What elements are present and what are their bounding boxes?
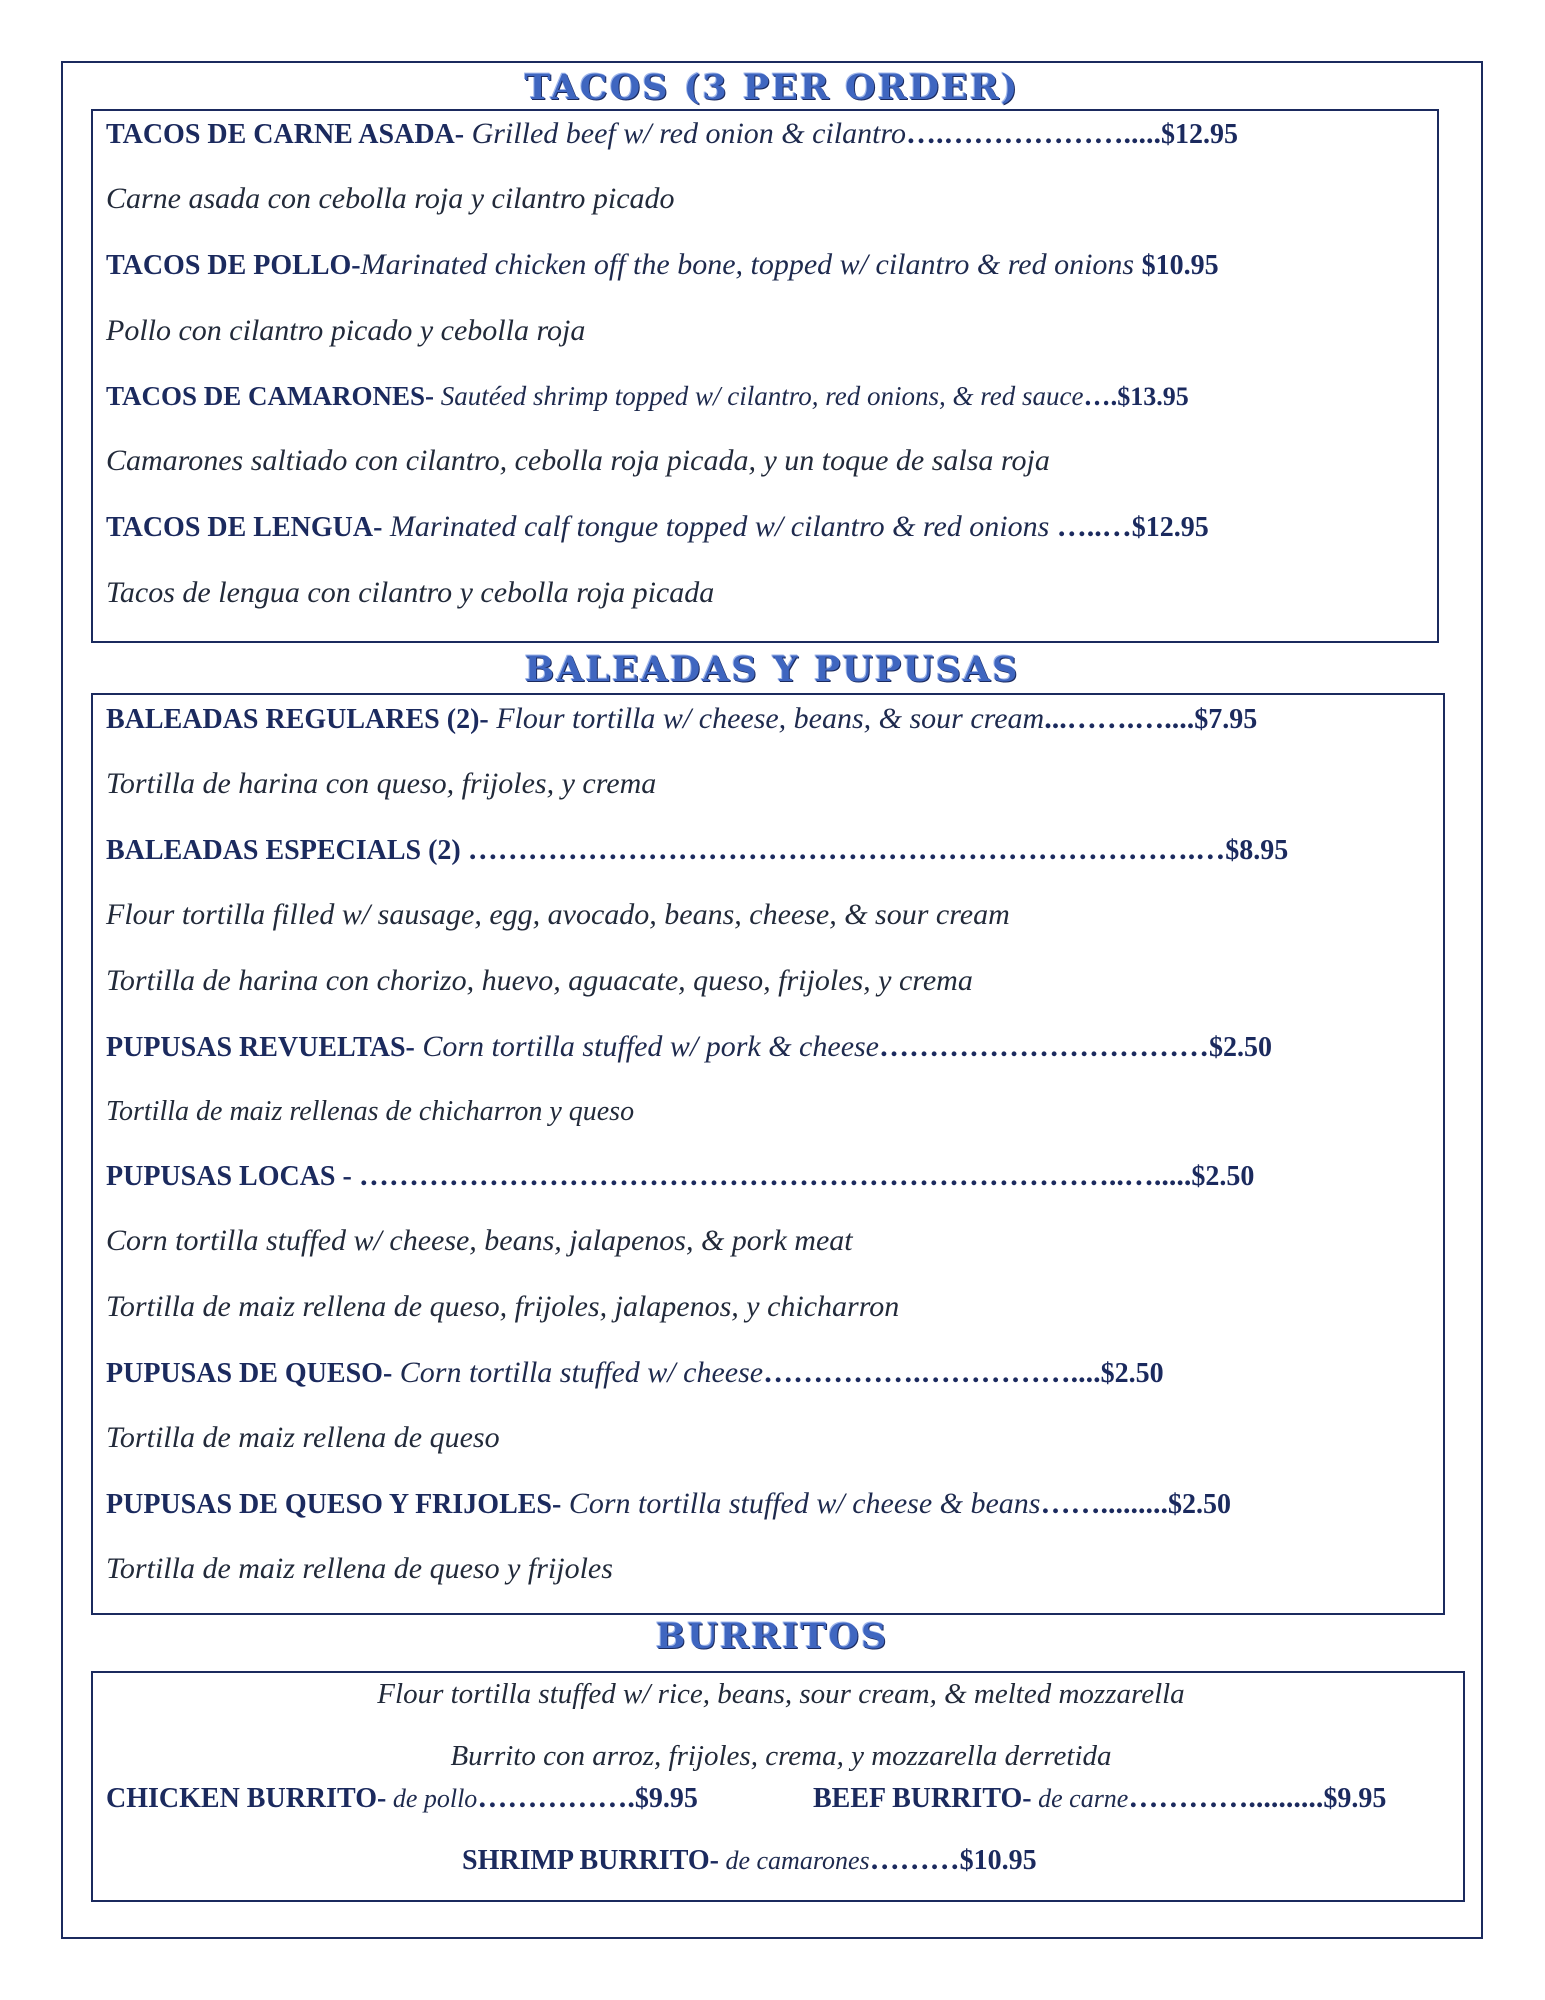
item-description: Grilled beef w/ red onion & cilantro (464, 117, 906, 150)
item-description: Flour tortilla w/ cheese, beans, & sour cream (488, 702, 1045, 735)
item-leader-dots: ….………………..... (906, 117, 1161, 150)
item-price: $10.95 (1141, 250, 1219, 281)
item-description: de pollo (386, 1784, 478, 1813)
item-price: $2.50 (1100, 1358, 1164, 1389)
menu-item-chicken-burrito (106, 1780, 698, 1817)
menu-item-pupusas-queso-frijoles (106, 1486, 1231, 1523)
item-name: TACOS DE POLLO- (106, 250, 361, 281)
burrito-english-description: Flour tortilla stuffed w/ rice, beans, sour cream, & melted mozzarella (377, 1678, 1185, 1710)
item-leader-dots: ……………………………………………………………….… (467, 833, 1226, 866)
item-price: $2.50 (1191, 1161, 1255, 1192)
item-price: $10.95 (959, 1845, 1037, 1876)
baleadas-section-title: BALEADAS Y PUPUSAS (524, 649, 1020, 690)
item-leader-dots: …………………………………………………………………..…..... (358, 1159, 1192, 1192)
menu-item-pupusas-de-queso (106, 1355, 1164, 1392)
item-spanish-description: Tortilla de harina con queso, frijoles, y crema (106, 767, 657, 800)
menu-item-tacos-carne-asada (106, 116, 1238, 153)
item-leader-dots: …………………………… (879, 1030, 1209, 1063)
burrito-spanish-description: Burrito con arroz, frijoles, crema, y mozzarella derretida (450, 1740, 1112, 1772)
tacos-section-title: TACOS (3 PER ORDER) (524, 67, 1020, 108)
item-price: $2.50 (1209, 1032, 1272, 1063)
item-leader-dots: …………….…………….... (763, 1356, 1101, 1389)
menu-item-pupusas-locas (106, 1158, 1254, 1195)
item-spanish-description: Tacos de lengua con cilantro y cebolla roja picada (106, 576, 715, 609)
item-name: BALEADAS REGULARES (2)- (106, 704, 489, 735)
item-leader-dots: …. (1083, 381, 1118, 411)
menu-item-shrimp-burrito (462, 1842, 1037, 1879)
item-spanish-description: Tortilla de maiz rellena de queso, frijoles, jalapenos, y chicharron (106, 1290, 900, 1323)
item-name: PUPUSAS LOCAS - (106, 1161, 359, 1192)
menu-item-pupusas-revueltas (106, 1029, 1272, 1066)
menu-item-baleadas-especials (106, 832, 1288, 869)
menu-item-tacos-camarones (106, 378, 1189, 415)
item-spanish-description: Camarones saltiado con cilantro, cebolla roja picada, y un toque de salsa roja (106, 444, 1050, 477)
item-price: $2.50 (1167, 1489, 1231, 1520)
item-name: BALEADAS ESPECIALS (2) (106, 835, 468, 866)
menu-item-baleadas-regulares (106, 701, 1257, 738)
item-description: Corn tortilla stuffed w/ cheese & beans (561, 1487, 1041, 1520)
menu-item-beef-burrito (813, 1780, 1386, 1817)
item-name: TACOS DE CARNE ASADA- (106, 119, 465, 150)
item-leader-dots: ...…….….... (1044, 702, 1195, 735)
item-spanish-description: Pollo con cilantro picado y cebolla roja (106, 314, 586, 347)
item-name: SHRIMP BURRITO- (462, 1845, 719, 1876)
item-description: de camarones (718, 1846, 870, 1875)
item-description: Corn tortilla stuffed w/ cheese (392, 1356, 764, 1389)
item-price: $7.95 (1194, 704, 1258, 735)
item-spanish-description: Tortilla de harina con chorizo, huevo, aguacate, queso, frijoles, y crema (106, 964, 973, 997)
item-name: TACOS DE LENGUA- (106, 512, 383, 543)
item-spanish-description: Tortilla de maiz rellena de queso y frijoles (106, 1552, 613, 1585)
item-leader-dots: ………….......... (1128, 1781, 1324, 1814)
item-name: CHICKEN BURRITO- (106, 1783, 387, 1814)
item-price: $13.95 (1117, 382, 1189, 411)
item-price: $12.95 (1161, 119, 1238, 150)
menu-item-tacos-pollo (106, 247, 1219, 284)
item-price: $8.95 (1225, 835, 1289, 866)
item-leader-dots: …..… (1056, 510, 1132, 543)
item-description: Marinated calf tongue topped w/ cilantro & red onions (382, 510, 1057, 543)
item-spanish-description: Tortilla de maiz rellena de queso (106, 1421, 500, 1454)
item-leader-dots: ……… (869, 1843, 960, 1876)
item-leader-dots: ……......... (1040, 1487, 1168, 1520)
item-name: BEEF BURRITO- (813, 1783, 1032, 1814)
item-description: Sautéed shrimp topped w/ cilantro, red onions, & red sauce (434, 381, 1084, 411)
item-spanish-description: Carne asada con cebolla roja y cilantro picado (106, 182, 675, 215)
item-description: de carne (1031, 1784, 1129, 1813)
item-leader-dots: ……………. (477, 1781, 635, 1814)
item-price: $9.95 (1323, 1783, 1387, 1814)
item-name: PUPUSAS DE QUESO Y FRIJOLES- (106, 1489, 562, 1520)
item-spanish-description: Tortilla de maiz rellenas de chicharron y queso (106, 1096, 635, 1127)
item-description: Marinated chicken off the bone, topped w/ cilantro & red onions (360, 248, 1142, 281)
item-name: TACOS DE CAMARONES- (106, 381, 435, 411)
item-english-description: Flour tortilla filled w/ sausage, egg, avocado, beans, cheese, & sour cream (106, 898, 1010, 931)
item-name: PUPUSAS REVUELTAS- (106, 1032, 415, 1063)
item-english-description: Corn tortilla stuffed w/ cheese, beans, jalapenos, & pork meat (106, 1224, 853, 1257)
burritos-section-title: BURRITOS (655, 1616, 889, 1657)
menu-item-tacos-lengua (106, 509, 1209, 546)
item-price: $12.95 (1131, 512, 1209, 543)
item-description: Corn tortilla stuffed w/ pork & cheese (414, 1030, 879, 1063)
item-name: PUPUSAS DE QUESO- (106, 1358, 393, 1389)
item-price: $9.95 (634, 1783, 698, 1814)
